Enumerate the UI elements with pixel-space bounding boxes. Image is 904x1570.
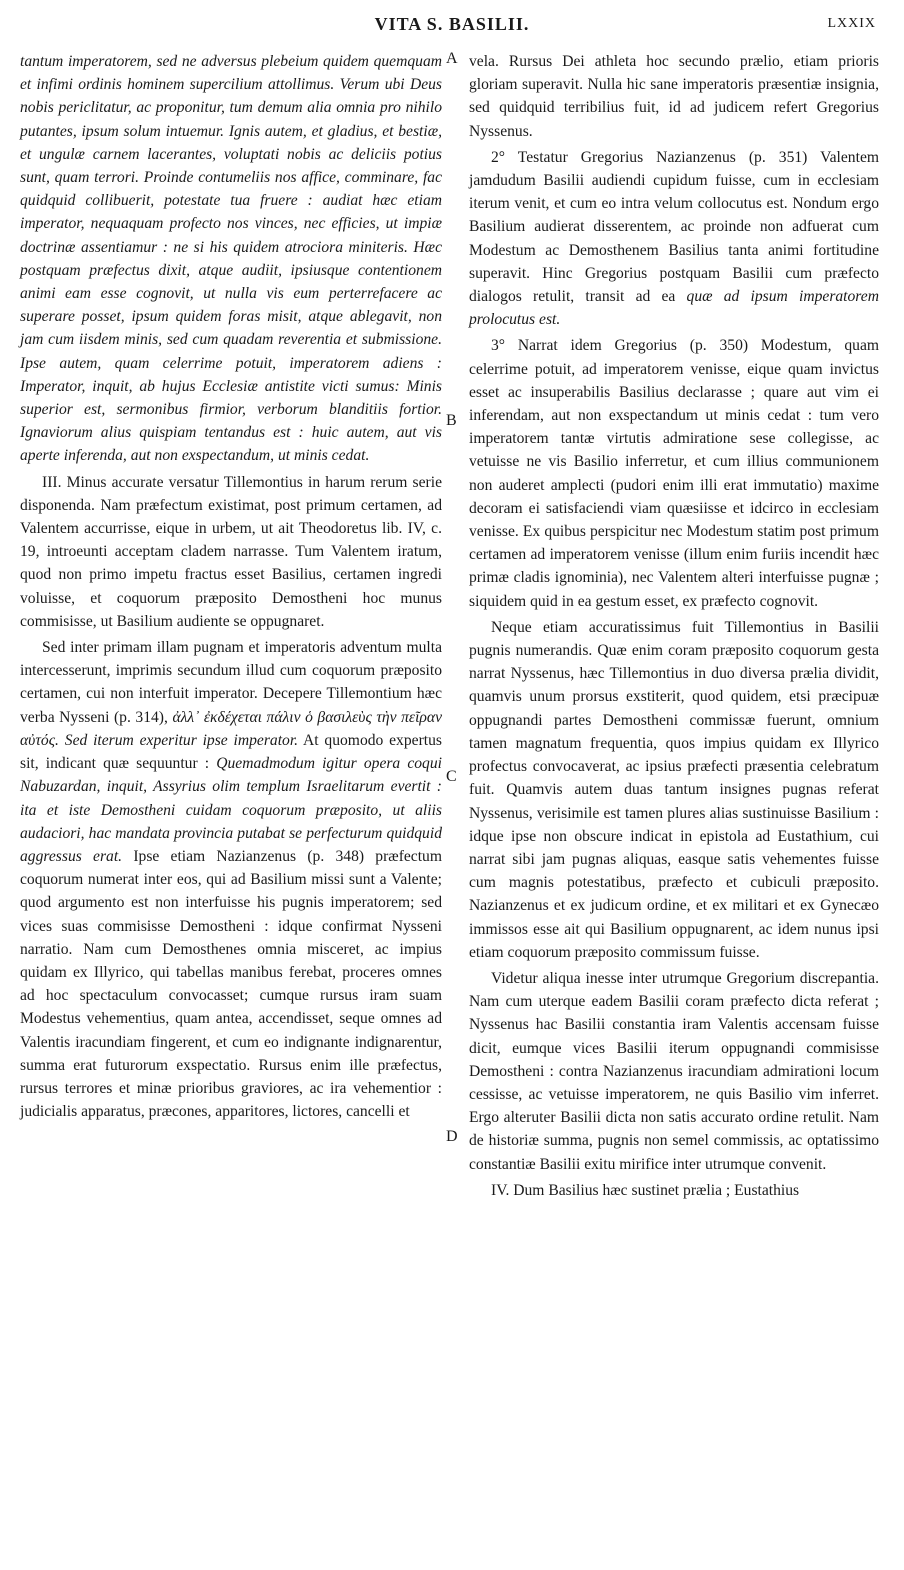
left-column	[20, 50, 442, 1123]
paragraph	[20, 636, 442, 1123]
paragraph: III. Minus accurate versatur Tillemontius in harum rerum serie disponenda. Nam præfectum existimat, post primum certamen, ad Valentem accurrisse, eique in urbem, ut ait Theodoretus lib. IV, c. 19, introeunti acceptam cladem narrasse. Tum Valentem iratum, quod non primo impetu fractus esset Basilius, certamen ingredi voluisse, et coquorum præposito Demostheni hoc munus commisisse, ut Basilium audiente se oppugnaret.	[20, 473, 442, 630]
greek-quote: ἀλλ᾽ ἐκδέχεται πάλιν ὁ βασιλεὺς τὴν πεῖραν αὐτός.	[20, 708, 442, 749]
running-title: VITA S. BASILII.	[374, 14, 530, 34]
text-run: At quomodo expertus sit, indicant quæ sequuntur :	[20, 731, 442, 773]
page-number: LXXIX	[827, 16, 876, 31]
text-run: Ipse etiam Nazianzenus (p. 348) præfectum coquorum numerat inter eos, qui ad Basilium missi sunt a Valente; quod argumento est non interfuisse his pugnis imperatorem; sed vices suas commisisse Demostheni : idque confirmat Nysseni narratio. Nam cum Demosthenes omnia misceret, ac impius quidam ex Illyrico, qui tabellas manibus ferebat, proceres omnes ad hoc spectaculum convocasset; cumque rursus iram suam Modestus vehementius, quam antea, accendisset, seque omnes ad Valentis iracundiam fingerent, et cum eo indignante indignarentur, summa erat futurorum exspectatio. Rursus enim ille præfectus, rursus terrores et minæ prioribus graviores, ac ira vehementior : judicialis apparatus, præcones, apparitores, lictores, cancelli et	[20, 847, 442, 1121]
paragraph: Videtur aliqua inesse inter utrumque Gregorium discrepantia. Nam cum uterque eadem Basilii coram præfecto dicta referat ; Nyssenus hac Basilii constantia iram Valentis accensam fuisse dicit, eumque vices Basilii iterum oppugnandi commisisse Demostheni : contra Nazianzenus iracundiam admirationi locum cessisse, ac vetuisse imperatorem, ne quis Basilio vim inferret. Ergo alteruter Basilii dicta non satis accurato ordine retulit. Nam de historiæ summa, pugnis non semel commissis, ac optatissimo constantiæ Basilii exitu mirifice inter utrumque convenit.	[469, 969, 879, 1173]
paragraph: 3° Narrat idem Gregorius (p. 350) Modestum, quam celerrime potuit, ad imperatorem venisse, eique quam invictus esset ac insuperabilis Basilius declarasse ; quare aut vim ei inferendam, aut non exspectandum ut minis cedat : tum vero imperatorem tantæ virtutis admiratione sese collegisse, ac vetuisse ne vis Basilio inferretur, et cum illius communionem non auderet amplecti (pudori enim illi erat immutatio) maxime decoram ei satisfaciendi viam quæsiisse et idcirco in ecclesiam venisse. Ex quibus perspicitur nec Modestum statim post primum certamen ad imperatorem venisse (illum enim furiis incendit hæc primæ cladis ignominia), nec Valentem alteri interfuisse pugnæ ; siquidem quid in ea gestum esset, ex præfecto cognovit.	[469, 337, 879, 610]
text-run: Sed inter primam illam pugnam et imperatoris adventum multa intercesserunt, imprimis secundum illud cum coquorum præposito certamen, cui non interfuit imperator. Decepere Tillemontium hæc verba Nysseni (p. 314),	[20, 639, 442, 726]
page-header	[0, 14, 904, 42]
italic-text: Sed iterum experitur ipse imperator.	[64, 731, 299, 749]
margin-letter-c: C	[446, 768, 457, 785]
text-run: 2° Testatur Gregorius Nazianzenus (p. 351) Valentem jamdudum Basilii audiendi cupidum fuisse, cum in ecclesiam iterum venit, et cum eo intra velum collocutus est. Nondum ergo Basilium audierat disserentem, ac proinde non adfuerat cum Modestum ac Demosthenem Basilius tanta animi fortitudine superavit. Hinc Gregorius postquam Basilii cum præfecto dialogos retulit, transit ad ea	[469, 148, 879, 306]
paragraph: IV. Dum Basilius hæc sustinet prælia ; Eustathius	[491, 1181, 800, 1199]
margin-letter-d: D	[446, 1128, 458, 1145]
right-column	[469, 50, 879, 1202]
paragraph: vela. Rursus Dei athleta hoc secundo prælio, etiam prioris gloriam superavit. Nulla hic sane imperatoris præsentiæ insignia, sed quidquid terribilius fuit, id ad judicem refert Gregorius Nyssenus.	[469, 53, 879, 140]
margin-letter-a: A	[446, 50, 458, 67]
italic-text: quæ ad ipsum imperatorem prolocutus est.	[469, 288, 879, 329]
paragraph	[469, 146, 879, 332]
paragraph: tantum imperatorem, sed ne adversus plebeium quidem quemquam et infimi ordinis hominem supercilium attollimus. Verum ubi Deus nobis periclitatur, ac proponitur, tum demum alia omnia pro nihilo putantes, ipsum solum intuemur. Ignis autem, et gladius, et bestiæ, et ungulæ carnem lacerantes, voluptati nobis ac deliciis potius sunt, quam terrori. Proinde contumeliis nos affice, comminare, fac quidquid collibuerit, potestate tua fruere : audiat hæc etiam imperator, nequaquam profecto nos vinces, nec efficies, ut impiæ doctrinæ assentiamur : ne si his quidem atrociora miniteris. Hæc postquam præfectus dixit, atque audiit, ipsiusque contentionem animi eam esse cognovit, ut nulla vis eum perterrefacere ac superare posset, ipsum quidem foras misit, atque ablegavit, non jam cum iisdem minis, sed cum quadam reverentia et submissione. Ipse autem, quam celerrime potuit, imperatorem adiens : Imperator, inquit, ab hujus Ecclesiæ antistite victi sumus: Minis superior est, sermonibus firmior, verborum blanditiis fortior. Ignaviorum alius quispiam tentandus est : huic autem, aut vis aperte inferenda, aut non exspectandum, ut minis cedat.	[20, 53, 442, 465]
italic-text: Quemadmodum igitur opera coqui Nabuzardan, inquit, Assyrius olim templum Israelitarum evertit : ita et iste Demostheni cuidam coquorum præposito, ut aliis audaciori, hac mandata provincia putabat se perfecturum quidquid aggressus erat.	[20, 755, 442, 865]
margin-letter-b: B	[446, 412, 457, 429]
paragraph: Neque etiam accuratissimus fuit Tillemontius in Basilii pugnis numerandis. Quæ enim coram præposito coquorum gesta narrat Nyssenus, hæc Tillemontius in duo diversa prælia dividit, quamvis unum prorsus exstiterit, quod quidem, etsi præcipuæ oppugnandi partes Demostheni commissæ fuerunt, omnium tamen magnatum frequentia, quos impius quidam ex Illyrico profectus convocaverat, ac ipsius præfecti præsentia celebratum fuit. Quamvis autem duas tantum insignes pugnas referat Nyssenus, verisimile est tamen plures alias sustinuisse Basilium : idque ipse non obscure indicat in epistola ad Eustathium, cui narrat sibi jam pugnas aliquas, easque satis vehementes fuisse cum magnis potestatibus, præfecto et cubiculi præposito. Nazianzenus et ex judicum ordine, et ex militari et ex Gynecæo immissos esse ait qui Basilium oppugnarent, ac idem nunus ipsi etiam coquorum præposito commissum fuisse.	[469, 618, 879, 961]
